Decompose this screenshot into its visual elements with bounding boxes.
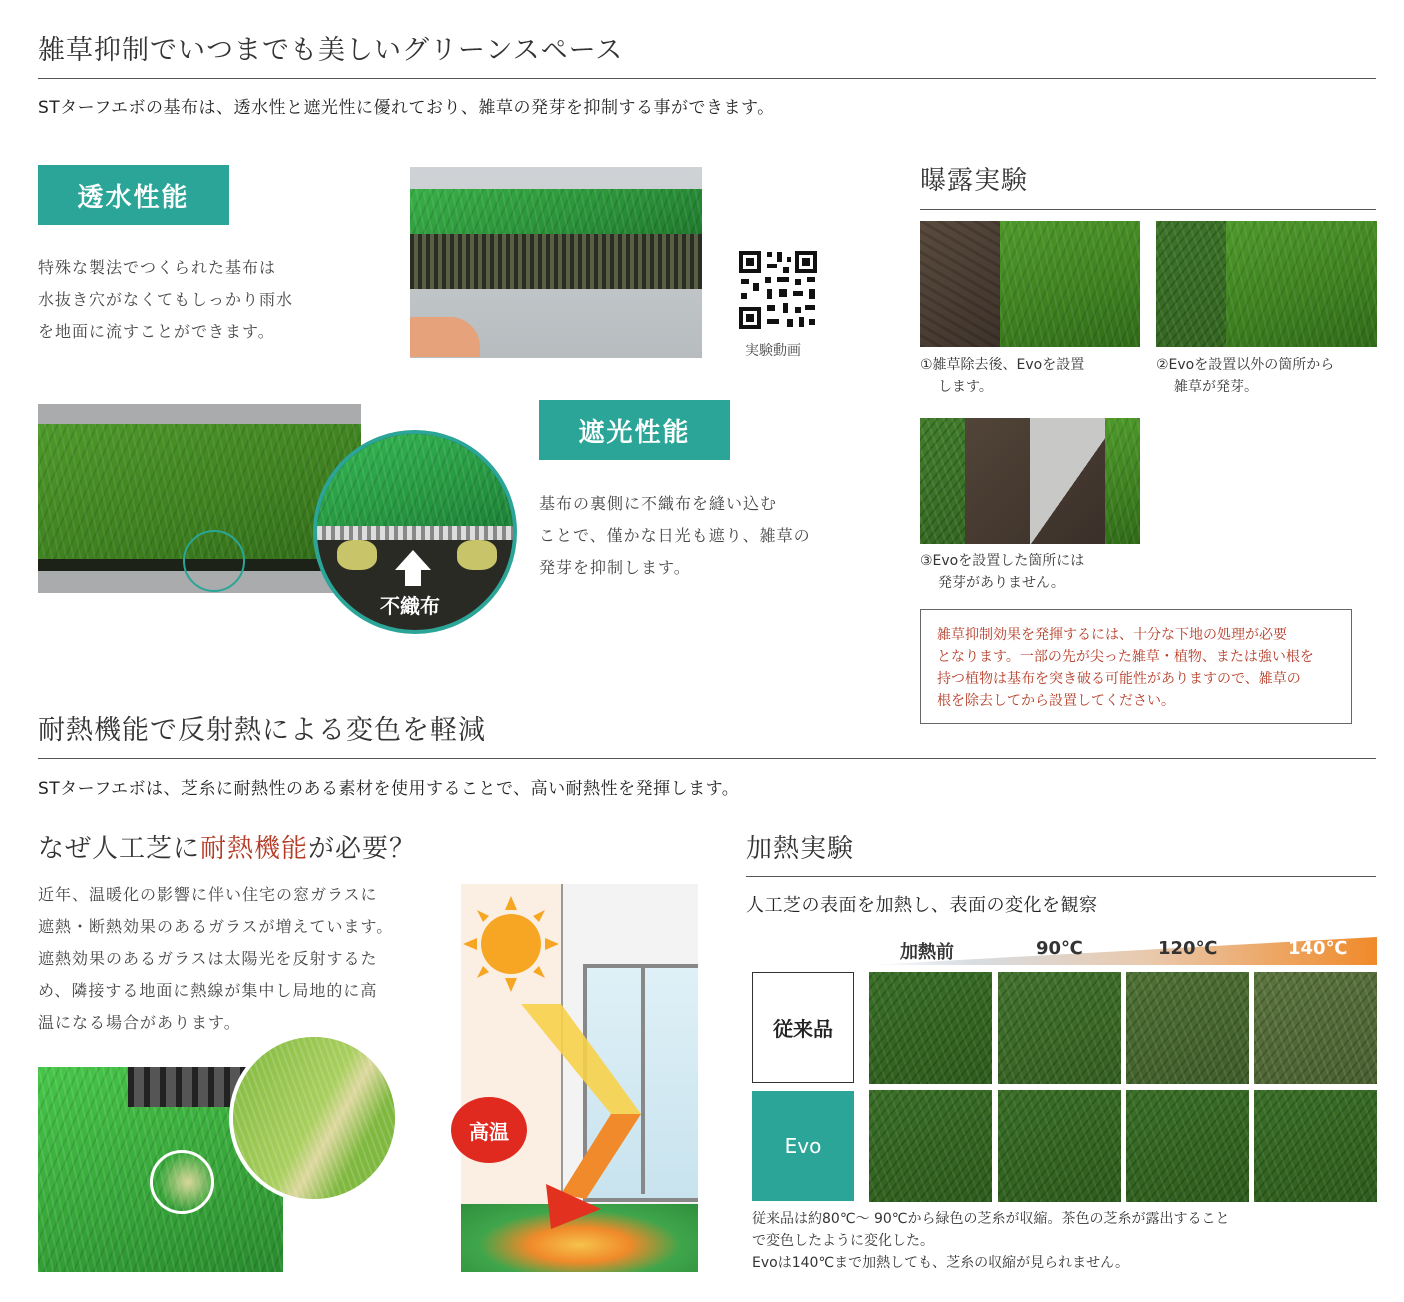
text-line: 近年、温暖化の影響に伴い住宅の窓ガラスに [38, 885, 378, 904]
text-line: 根を除去してから設置してください。 [937, 693, 1175, 709]
row-label-conventional: 従来品 [752, 972, 854, 1083]
conventional-90-photo [998, 972, 1121, 1084]
text-line: 発芽がありません。 [938, 575, 1065, 591]
sun-icon [461, 894, 571, 1004]
exposure-caption-2 [1156, 354, 1334, 398]
column-label: 120℃ [1158, 938, 1218, 959]
conventional-before-photo [869, 972, 992, 1084]
row-label-evo: Evo [752, 1091, 854, 1201]
exposure-photo-3 [920, 418, 1140, 544]
arrow-up-icon [393, 548, 433, 588]
text-line: で変色したように変化した。 [752, 1233, 934, 1249]
heading-part: なぜ人工芝に [38, 834, 201, 864]
text-line: を地面に流すことができます。 [38, 322, 275, 341]
text-line: 従来品は約80℃～ 90℃から緑色の芝糸が収縮。茶色の芝糸が露出すること [752, 1211, 1230, 1227]
why-heading [38, 828, 416, 865]
heating-photo-grid [869, 972, 1377, 1202]
zoom-circle-detail [229, 1033, 399, 1203]
caution-note-box [920, 609, 1352, 724]
qr-caption: 実験動画 [745, 343, 801, 359]
heading-accent: 耐熱機能 [200, 834, 309, 864]
text-line: となります。一部の先が尖った雑草・植物、または強い根を [937, 649, 1314, 665]
exposure-caption-3 [920, 550, 1084, 594]
section1-title: 雑草抑制でいつまでも美しいグリーンスペース [38, 35, 624, 66]
text-line: 発芽を抑制します。 [539, 558, 691, 577]
heating-notes [752, 1208, 1230, 1274]
heat-reflection-illustration [461, 884, 698, 1272]
column-label: 加熱前 [900, 942, 954, 963]
exposure-heading: 曝露実験 [920, 166, 1029, 196]
conventional-120-photo [1126, 972, 1249, 1084]
evo-before-photo [869, 1090, 992, 1202]
shading-text [539, 488, 811, 584]
evo-90-photo [998, 1090, 1121, 1202]
evo-140-photo [1254, 1090, 1377, 1202]
heating-heading: 加熱実験 [746, 834, 855, 864]
text-line: 遮熱・断熱効果のあるガラスが増えています。 [38, 917, 394, 936]
divider [38, 758, 1376, 759]
column-label: 140℃ [1288, 938, 1348, 959]
exposure-photo-2 [1156, 221, 1377, 347]
nonwoven-label: 不織布 [380, 594, 440, 618]
evo-120-photo [1126, 1090, 1249, 1202]
exposure-caption-1 [920, 354, 1084, 398]
turf-water-photo [410, 167, 702, 358]
zoom-circle-small [150, 1150, 214, 1214]
text-line: 基布の裏側に不織布を縫い込む [539, 494, 778, 513]
divider [746, 876, 1376, 877]
permeability-text [38, 252, 293, 348]
column-label: 90℃ [1036, 938, 1083, 959]
text-line: 持つ植物は基布を突き破る可能性がありますので、雑草の [937, 671, 1301, 687]
text-line: Evoは140℃まで加熱しても、芝糸の収縮が見られません。 [752, 1255, 1129, 1271]
text-line: ①雑草除去後、Evoを設置 [920, 357, 1085, 373]
zoom-circle-small [183, 530, 245, 592]
divider [38, 78, 1376, 79]
hot-badge: 高温 [451, 1097, 527, 1163]
divider [920, 209, 1376, 210]
text-line: します。 [938, 379, 993, 395]
section1-lead: STターフエボの基布は、透水性と遮光性に優れており、雑草の発芽を抑制する事ができます。 [38, 98, 775, 118]
heating-subtitle: 人工芝の表面を加熱し、表面の変化を観察 [746, 895, 1098, 916]
section2-lead: STターフエボは、芝糸に耐熱性のある素材を使用することで、高い耐熱性を発揮します。 [38, 779, 740, 799]
text-line: 雑草が発芽。 [1174, 379, 1258, 395]
text-line: 温になる場合があります。 [38, 1013, 241, 1032]
heading-part: が必要？ [308, 834, 417, 864]
why-text [38, 879, 393, 1039]
shading-heading: 遮光性能 [539, 400, 730, 460]
exposure-photo-1 [920, 221, 1140, 347]
qr-code-icon[interactable] [737, 249, 819, 331]
text-line: 遮熱効果のあるガラスは太陽光を反射するた [38, 949, 378, 968]
text-line: ③Evoを設置した箇所には [920, 553, 1085, 569]
text-line: め、隣接する地面に熱線が集中し局地的に高 [38, 981, 378, 1000]
reflection-arrow-icon [501, 994, 691, 1234]
text-line: ことで、僅かな日光も遮り、雑草の [539, 526, 811, 545]
section2-title: 耐熱機能で反射熱による変色を軽減 [38, 715, 486, 746]
conventional-140-photo [1254, 972, 1377, 1084]
text-line: 特殊な製法でつくられた基布は [38, 258, 277, 277]
text-line: ②Evoを設置以外の箇所から [1156, 357, 1335, 373]
text-line: 水抜き穴がなくてもしっかり雨水 [38, 290, 294, 309]
text-line: 雑草抑制効果を発揮するには、十分な下地の処理が必要 [937, 627, 1287, 643]
permeability-heading: 透水性能 [38, 165, 229, 225]
